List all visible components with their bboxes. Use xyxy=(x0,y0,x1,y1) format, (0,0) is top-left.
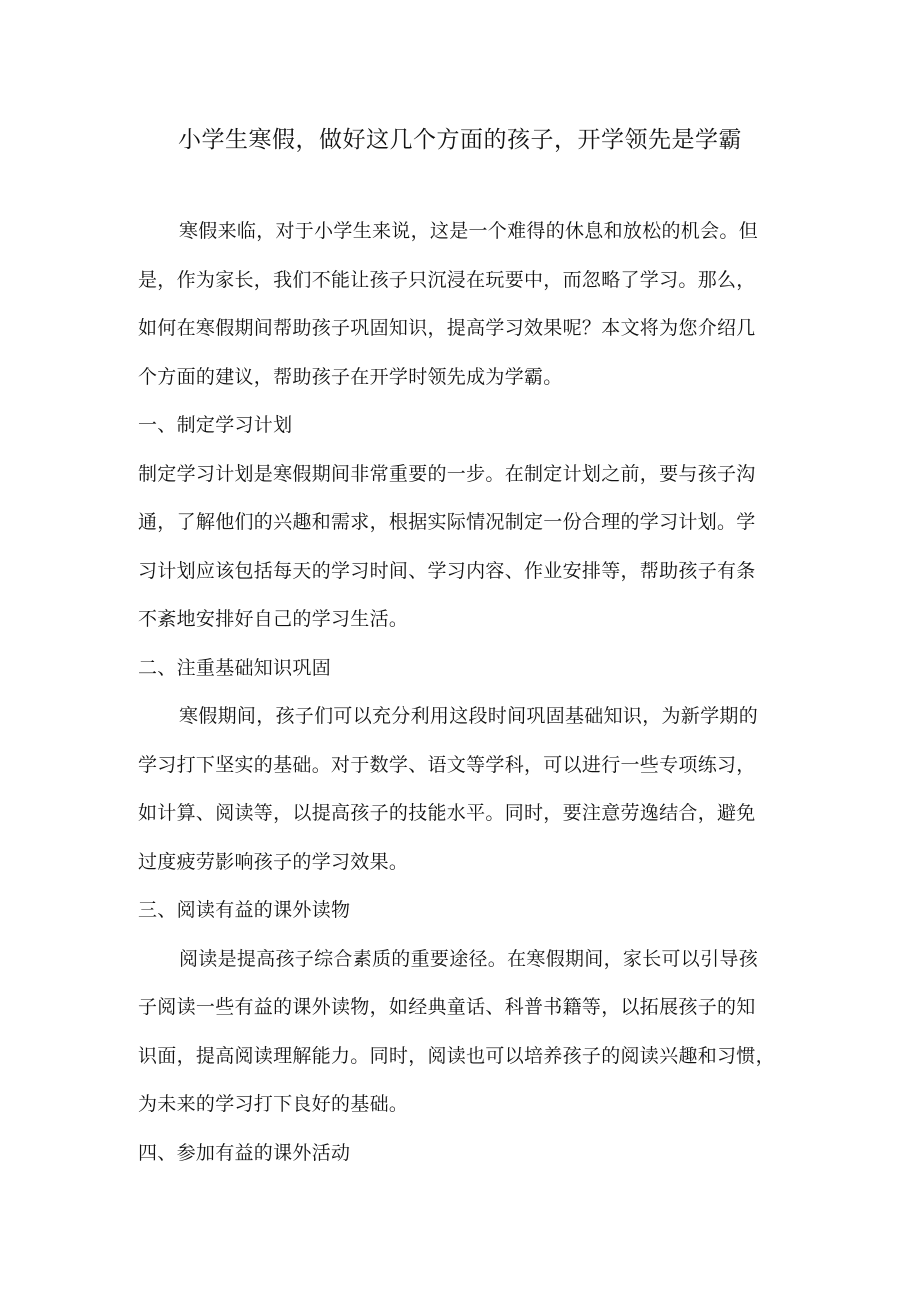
section-2-line-4: 过度疲劳影响孩子的学习效果。 xyxy=(138,850,409,873)
section-1-line-3: 习计划应该包括每天的学习时间、学习内容、作业安排等，帮助孩子有条 xyxy=(138,559,756,582)
section-1-line-2: 通，了解他们的兴趣和需求，根据实际情况制定一份合理的学习计划。学 xyxy=(138,511,756,533)
section-2-heading: 二、注重基础知识巩固 xyxy=(138,656,332,679)
document-body xyxy=(138,212,788,1182)
section-3-line-2: 子阅读一些有益的课外读物，如经典童话、科普书籍等，以拓展孩子的知 xyxy=(138,996,756,1018)
intro-line-1: 寒假来临，对于小学生来说，这是一个难得的休息和放松的机会。但 xyxy=(179,220,759,242)
document-title: 小学生寒假，做好这几个方面的孩子，开学领先是学霸 xyxy=(178,127,742,153)
intro-line-4: 个方面的建议，帮助孩子在开学时领先成为学霸。 xyxy=(138,365,563,388)
section-1-line-4: 不紊地安排好自己的学习生活。 xyxy=(138,608,409,630)
intro-line-3: 如何在寒假期间帮助孩子巩固知识，提高学习效果呢？本文将为您介绍几 xyxy=(138,317,756,339)
section-3-line-1: 阅读是提高孩子综合素质的重要途径。在寒假期间，家长可以引导孩 xyxy=(179,947,759,970)
section-2-line-3: 如计算、阅读等，以提高孩子的技能水平。同时，要注意劳逸结合，避免 xyxy=(138,802,756,824)
section-3-line-3: 识面，提高阅读理解能力。同时，阅读也可以培养孩子的阅读兴趣和习惯， xyxy=(138,1044,775,1067)
section-2-line-2: 学习打下坚实的基础。对于数学、语文等学科，可以进行一些专项练习， xyxy=(138,753,756,776)
section-4-heading: 四、参加有益的课外活动 xyxy=(138,1141,351,1164)
intro-line-2: 是，作为家长，我们不能让孩子只沉浸在玩要中，而忽略了学习。那么， xyxy=(138,268,756,291)
section-2-line-1: 寒假期间，孩子们可以充分利用这段时间巩固基础知识，为新学期的 xyxy=(179,705,759,727)
section-3-line-4: 为未来的学习打下良好的基础。 xyxy=(138,1093,409,1115)
section-1-line-1: 制定学习计划是寒假期间非常重要的一步。在制定计划之前，要与孩子沟 xyxy=(138,462,756,485)
section-3-heading: 三、阅读有益的课外读物 xyxy=(138,899,351,921)
section-1-heading: 一、制定学习计划 xyxy=(138,414,293,436)
